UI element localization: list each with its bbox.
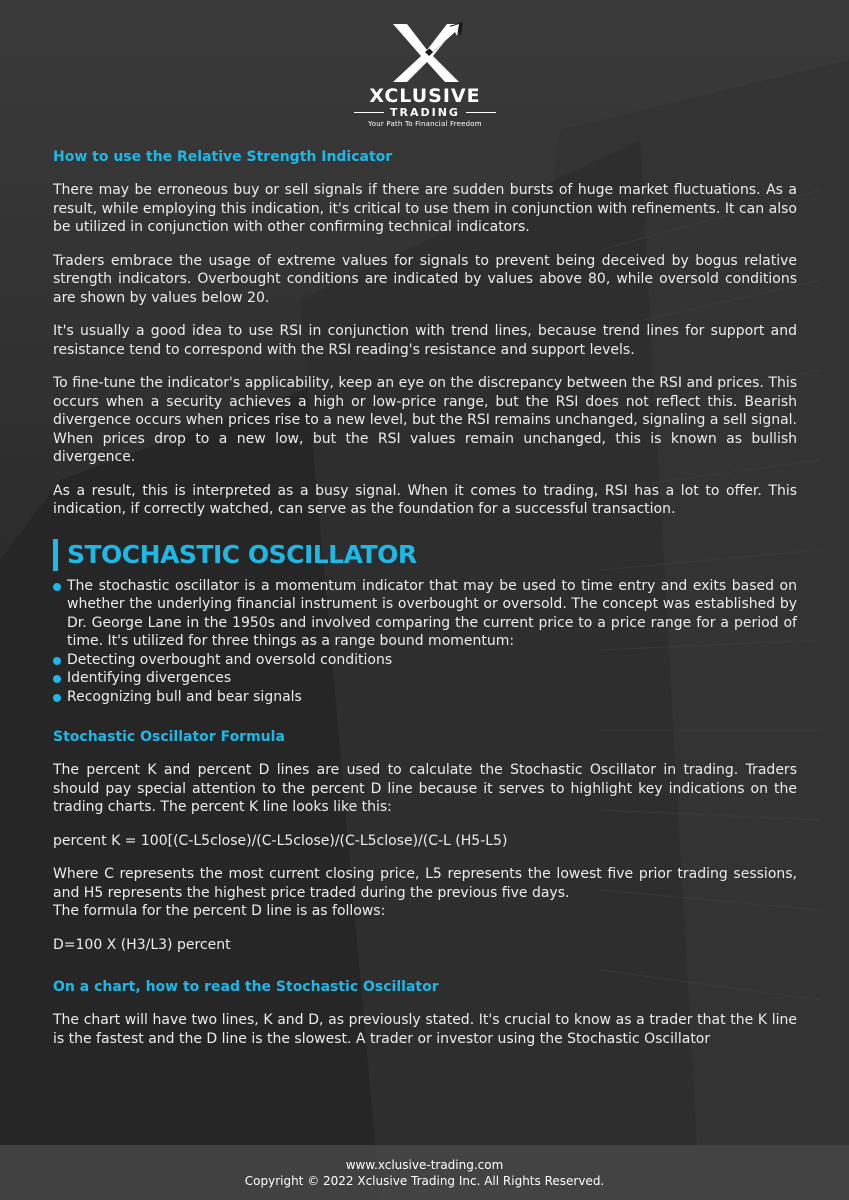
- formula-d-intro: The formula for the percent D line is as follows:: [53, 903, 386, 919]
- list-item: [53, 688, 797, 707]
- title-accent-bar: [53, 539, 58, 571]
- page-footer: [0, 1145, 849, 1200]
- k-formula: percent K = 100[(C-L5close)/(C-L5close)/(C-L5close)/(C-L (H5-L5): [53, 832, 508, 849]
- footer-copyright: Copyright © 2022 Xclusive Trading Inc. All Rights Reserved.: [244, 1174, 605, 1188]
- brand-logo: [340, 22, 510, 134]
- rsi-paragraph: Traders embrace the usage of extreme values for signals to prevent being deceived by bogus relative strength indicators. Overbought conditions are indicated by values above 80, while oversold conditions are shown by values below 20.: [53, 252, 797, 306]
- d-formula: D=100 X (H3/L3) percent: [53, 936, 231, 953]
- list-item-text: The stochastic oscillator is a momentum indicator that may be used to time entry and exits based on whether the underlying financial instrument is overbought or oversold. The concept was established by Dr. George Lane in the 1950s and involved comparing the current price to a price range for a period of time. It's utilized for three things as a range bound momentum:: [67, 577, 797, 649]
- stochastic-bullet-list: [53, 577, 797, 707]
- formula-explanation: [53, 865, 797, 921]
- read-heading: On a chart, how to read the Stochastic Oscillator: [53, 979, 439, 995]
- list-item-text: Identifying divergences: [67, 670, 232, 686]
- bullet-dot-icon: [53, 657, 61, 665]
- bullet-dot-icon: [53, 675, 61, 683]
- list-item-text: Recognizing bull and bear signals: [67, 688, 302, 705]
- list-item-text: Detecting overbought and oversold conditions: [67, 651, 393, 668]
- bullet-dot-icon: [53, 694, 61, 702]
- formula-where-text: Where C represents the most current closing price, L5 represents the lowest five prior trading sessions, and H5 represents the highest price traded during the previous five days.: [53, 866, 797, 901]
- stochastic-title-text: STOCHASTIC OSCILLATOR: [67, 540, 417, 569]
- brand-rule-right: [466, 112, 496, 113]
- x-arrow-logo-icon: [385, 22, 465, 84]
- brand-name: XCLUSIVE: [369, 85, 481, 107]
- list-item: [53, 669, 797, 688]
- rsi-paragraph: It's usually a good idea to use RSI in conjunction with trend lines, because trend lines for support and resistance tend to correspond with the RSI reading's resistance and support levels.: [53, 323, 797, 358]
- brand-sub-text: TRADING: [390, 106, 460, 119]
- formula-heading: Stochastic Oscillator Formula: [53, 729, 285, 745]
- formula-paragraph: The percent K and percent D lines are used to calculate the Stochastic Oscillator in trading. Traders should pay special attention to the percent D line because it serves to highlight key indications on the trading charts. The percent K line looks like this:: [53, 762, 797, 815]
- stochastic-title: [53, 539, 797, 571]
- rsi-paragraph: To fine-tune the indicator's applicability, keep an eye on the discrepancy between the RSI and prices. This occurs when a security achieves a high or low-price range, but the RSI does not reflect this. Bearish divergence occurs when prices rise to a new level, but the RSI remains unchanged, signaling a sell signal. When prices drop to a new low, but the RSI values remain unchanged, this is known as bullish divergence.: [53, 375, 797, 465]
- read-paragraph: The chart will have two lines, K and D, as previously stated. It's crucial to know as a trader that the K line is the fastest and the D line is the slowest. A trader or investor using the Stochastic Oscillator: [53, 1012, 797, 1047]
- bullet-dot-icon: [53, 583, 61, 591]
- footer-url: www.xclusive-trading.com: [345, 1158, 504, 1172]
- rsi-heading: How to use the Relative Strength Indicator: [53, 149, 393, 165]
- brand-sub: [340, 106, 510, 119]
- document-content: [53, 148, 797, 1063]
- list-item: [53, 651, 797, 670]
- rsi-paragraph: There may be erroneous buy or sell signals if there are sudden bursts of huge market fluctuations. As a result, while employing this indication, it's critical to use them in conjunction with refinements. It can also be utilized in conjunction with other confirming technical indicators.: [53, 182, 797, 235]
- brand-rule-left: [354, 112, 384, 113]
- list-item: [53, 577, 797, 651]
- brand-tagline: Your Path To Financial Freedom: [368, 120, 482, 128]
- rsi-paragraph: As a result, this is interpreted as a busy signal. When it comes to trading, RSI has a lot to offer. This indication, if correctly watched, can serve as the foundation for a successful transaction.: [53, 482, 797, 517]
